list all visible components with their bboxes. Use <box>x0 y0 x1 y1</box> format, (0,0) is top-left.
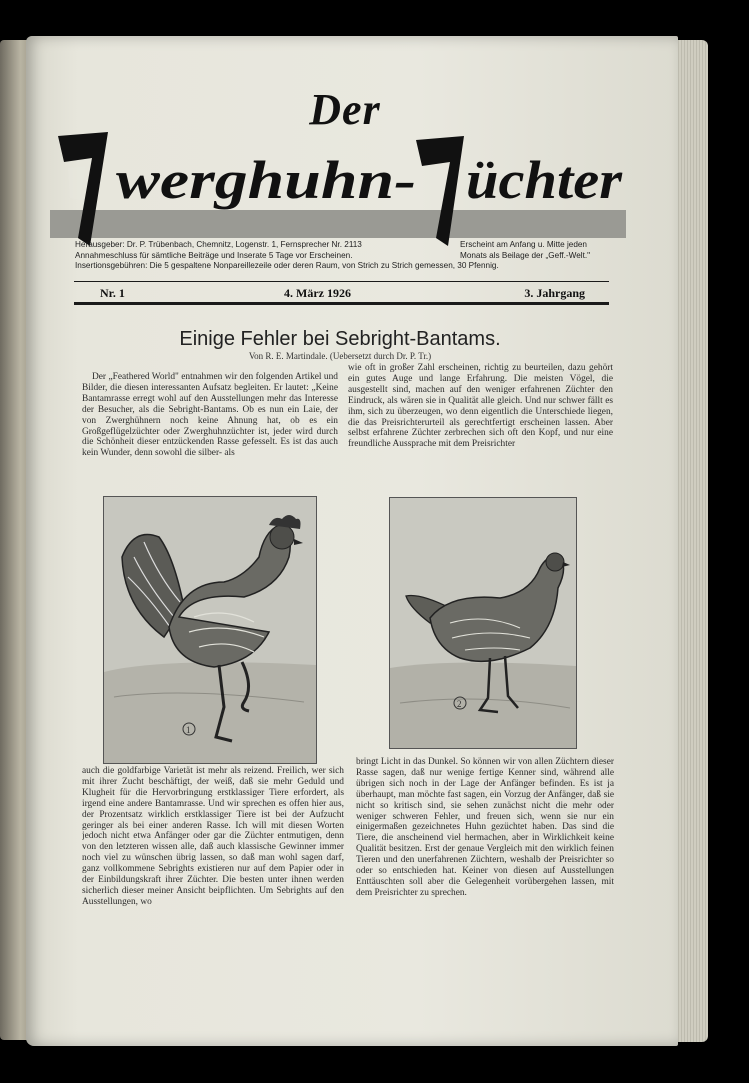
paragraph: bringt Licht in das Dunkel. So können wir von allen Züchtern dieser Rasse sagen, daß nur wenige fertige Kenner sind, während alle übrigen sich noch in der Lage der Anfänger befinden. Es ist ja überhaupt, man möchte fast sagen, ein Vorzug der Anfänger, daß sie nicht so kritisch sind, sie sehen zunächst nicht die mehr oder weniger schweren Fehler, und freuen sich, wenn sie nur ein einigermaßen gezeichnetes Huhn gezüchtet haben. Das sind die Tiere, die anscheinend viel hermachen, aber in Wirklichkeit keine Qualität besitzen. Erst der genaue Vergleich mit den wirklich feinen Tieren und den unerfahrenen Züchtern, weshalb der Preisrichter so oder so entschieden hat. Keiner von diesen auf Ausstellungen Enttäuschten soll aber die Gelegenheit vorübergehen lassen, mit dem Preisrichter zu sprechen. <box>356 757 614 898</box>
issue-volume: 3. Jahrgang <box>524 286 585 300</box>
publisher-right-line-2: Monats als Beilage der „Geff.-Welt." <box>460 250 591 260</box>
publisher-line-1: Herausgeber: Dr. P. Trübenbach, Chemnitz, Logenstr. 1, Fernsprecher Nr. 2113 <box>75 240 362 249</box>
publisher-line-2: Annahmeschluss für sämtliche Beiträge und Inserate 5 Tage vor Erscheinen. <box>75 250 353 260</box>
paragraph: auch die goldfarbige Varietät ist mehr als reizend. Freilich, wer sich mit ihrer Zucht beschäftigt, der weiß, daß sie mehr Geduld und Klugheit für die Hervorbringung erstklassiger Tiere erfordert, als irgend eine andere Bantamrasse. Und wir sprechen es offen hier aus, der Prozentsatz wirklich erstklassiger Tiere ist bei der Aufzucht geringer als bei einer anderen Rasse. Ich will mit diesen Worten jedoch nicht etwa Anfänger oder gar die Züchter entmutigen, denn von den letzteren wissen alle, daß auch klassische Gewinner immer noch viel zu wünschen übrig lassen, so daß man wohl sagen darf, ganz vollkommene Sebrights existieren nur auf dem Papier oder in der Einbildungskraft ihrer Züchter. Die besten unter ihnen werden sicherlich dieser meiner Ansicht beipflichten. Um Sebrights auf den Ausstellungen, wo <box>82 766 344 907</box>
masthead-title-part2: üchter <box>466 150 624 210</box>
masthead-title <box>56 128 626 248</box>
issue-number: Nr. 1 <box>100 286 125 300</box>
header-rule-top <box>74 281 609 282</box>
masthead-title-part1: werghuhn- <box>116 150 416 210</box>
text-column-top-left <box>82 372 338 490</box>
issue-date: 4. März 1926 <box>284 286 351 300</box>
text-column-top-right <box>348 363 613 483</box>
figure-number-2: 2 <box>457 699 462 709</box>
article-title: Einige Fehler bei Sebright-Bantams. <box>179 328 501 350</box>
article-byline: Von R. E. Martindale. (Uebersetzt durch Dr. P. Tr.) <box>248 351 432 361</box>
header-rule-bottom <box>74 302 609 305</box>
figure-number-1: 1 <box>186 725 191 735</box>
rooster-illustration <box>104 497 316 763</box>
figure-hen <box>389 497 577 749</box>
publisher-line-3: Insertionsgebühren: Die 5 gespaltene Nonpareillezeile oder deren Raum, von Strich zu Strich gemessen, 30 Pfennig. <box>75 261 499 271</box>
page-stack-edge <box>676 40 708 1042</box>
publisher-info <box>75 240 610 272</box>
text-column-bottom-right <box>356 757 614 941</box>
text-column-bottom-left <box>82 766 344 958</box>
paragraph: Der „Feathered World" entnahmen wir den folgenden Artikel und Bilder, die diesen interessanten Aufsatz begleiten. Er lautet: „Keine Bantamrasse erregt wohl auf den Ausstellungen mehr das Interesse der Besucher, als die Sebright-Bantams. Ob es nun ein Laie, der von Zwerghühnern noch keine Ahnung hat, ob es ein Großgeflügelzüchter oder Zwerghuhnzüchter ist, jeder wird durch die Schönheit dieser entzückenden Rasse gefesselt. Es ist das auch kein Wunder, denn sowohl die silber- als <box>82 372 338 459</box>
publisher-right-line-1: Erscheint am Anfang u. Mitte jeden <box>460 240 587 249</box>
masthead-blackletter <box>56 128 626 248</box>
masthead-article-word: Der <box>309 85 381 134</box>
figure-rooster <box>103 496 317 764</box>
paragraph: wie oft in großer Zahl erscheinen, richtig zu beurteilen, dazu gehört ein gutes Auge und lange Erfahrung. Die meisten Vögel, die ausgestellt sind, machen auf den weniger erfahrenen Züchter den Eindruck, als wären sie in Qualität alle gleich. Und nur schwer fällt es ihm, sich zu überzeugen, wo denn eigentlich die Unterschiede liegen, die das Preisrichterurteil als gerechtfertigt erscheinen lassen. Aber selbst erfahrene Züchter zerbrechen sich oft den Kopf, und nur eine freundliche Aussprache mit dem Preisrichter <box>348 363 613 450</box>
hen-illustration <box>390 498 576 748</box>
